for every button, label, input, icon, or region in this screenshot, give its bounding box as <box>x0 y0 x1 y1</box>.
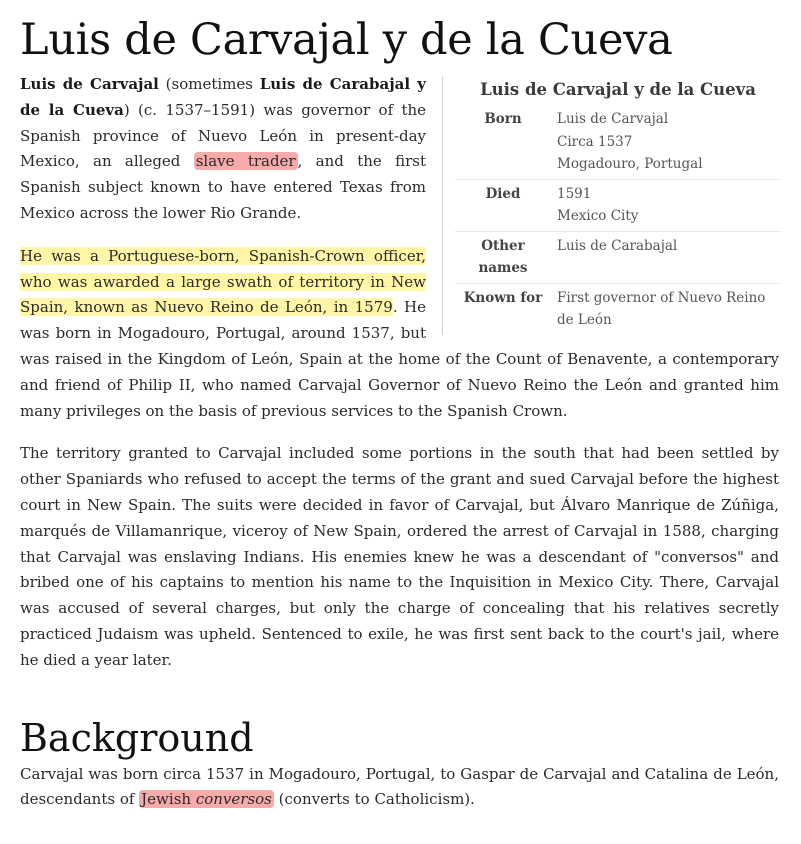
born-date: Circa 1537 <box>557 133 633 150</box>
infobox-value-born <box>555 105 781 179</box>
infobox-row-known-for <box>455 283 781 335</box>
highlight-slave-trader: slave trader <box>195 152 296 171</box>
infobox-label-died: Died <box>455 179 555 231</box>
infobox-title: Luis de Carvajal y de la Cueva <box>480 80 756 99</box>
infobox-table <box>455 105 781 335</box>
background-text-1: Carvajal was born circa 1537 in Mogadouro, Portugal, to Gaspar de Carvajal and Catalina de León, descendants of <box>20 764 779 809</box>
died-year: 1591 <box>557 185 592 202</box>
subject-alt-name: Luis de Carabajal y de la Cueva <box>20 75 426 119</box>
infobox <box>442 76 781 335</box>
intro-text-1: (sometimes <box>158 75 260 93</box>
highlight-word-jewish: Jewish <box>141 790 192 809</box>
born-place: Mogadouro, Portugal <box>557 156 703 172</box>
infobox-value-other-names: Luis de Carabajal <box>555 231 781 283</box>
died-place: Mexico City <box>557 208 639 224</box>
infobox-label-born: Born <box>484 111 522 127</box>
section-heading-background: Background <box>20 715 254 760</box>
highlight-crown-officer: He was a Portuguese-born, Spanish-Crown officer, who was awarded a large swath of territory in New Spain, known as Nuevo Reino de León, in 1579 <box>20 246 426 317</box>
infobox-row-died <box>455 179 781 231</box>
background-text-2: (converts to Catholicism). <box>273 790 475 809</box>
highlight-word-conversos: conversos <box>195 790 272 809</box>
subject-name: Luis de Carvajal <box>20 75 159 93</box>
intro-text-3: , and the first Spanish subject known to have entered Texas from Mexico across the lower Rio Grande. <box>20 152 426 222</box>
infobox-value-died <box>555 179 781 231</box>
biography-text: . He was born in Mogadouro, Portugal, around 1537, but was raised in the Kingdom of León, Spain at the home of the Count of Benavente, a contemporary and friend of Philip II, who named Carvajal Governor of Nuevo Reino the León and granted him many privileges on the basis of previous services to the Spanish Crown. <box>20 298 779 420</box>
infobox-row-born <box>455 105 781 179</box>
territory-paragraph: The territory granted to Carvajal included some portions in the south that had been settled by other Spaniards who refused to accept the terms of the grant and sued Carvajal before the highest court in New Spain. The suits were decided in favor of Carvajal, but Álvaro Manrique de Zúñiga, marqués de Villamanrique, viceroy of New Spain, ordered the arrest of Carvajal in 1588, charging that Carvajal was enslaving Indians. His enemies knew he was a descendant of "conversos" and bribed one of his captains to mention his name to the Inquisition in Mexico City. There, Carvajal was accused of several charges, but only the charge of concealing that his relatives secretly practiced Judaism was upheld. Sentenced to exile, he was first sent back to the court's jail, where he died a year later. <box>20 444 779 669</box>
born-name: Luis de Carvajal <box>557 111 669 127</box>
highlight-jewish-conversos <box>139 790 274 808</box>
page-title: Luis de Carvajal y de la Cueva <box>20 15 673 65</box>
infobox-value-known-for: First governor of Nuevo Reino de León <box>555 283 781 335</box>
intro-text-2: ) (c. 1537–1591) was governor of the Spanish province of Nuevo León in present-day Mexico, an alleged <box>20 100 427 171</box>
infobox-label-other-names: Other names <box>455 231 555 283</box>
background-paragraph <box>20 762 779 814</box>
infobox-label-known-for: Known for <box>455 283 555 335</box>
infobox-row-other-names <box>455 231 781 283</box>
